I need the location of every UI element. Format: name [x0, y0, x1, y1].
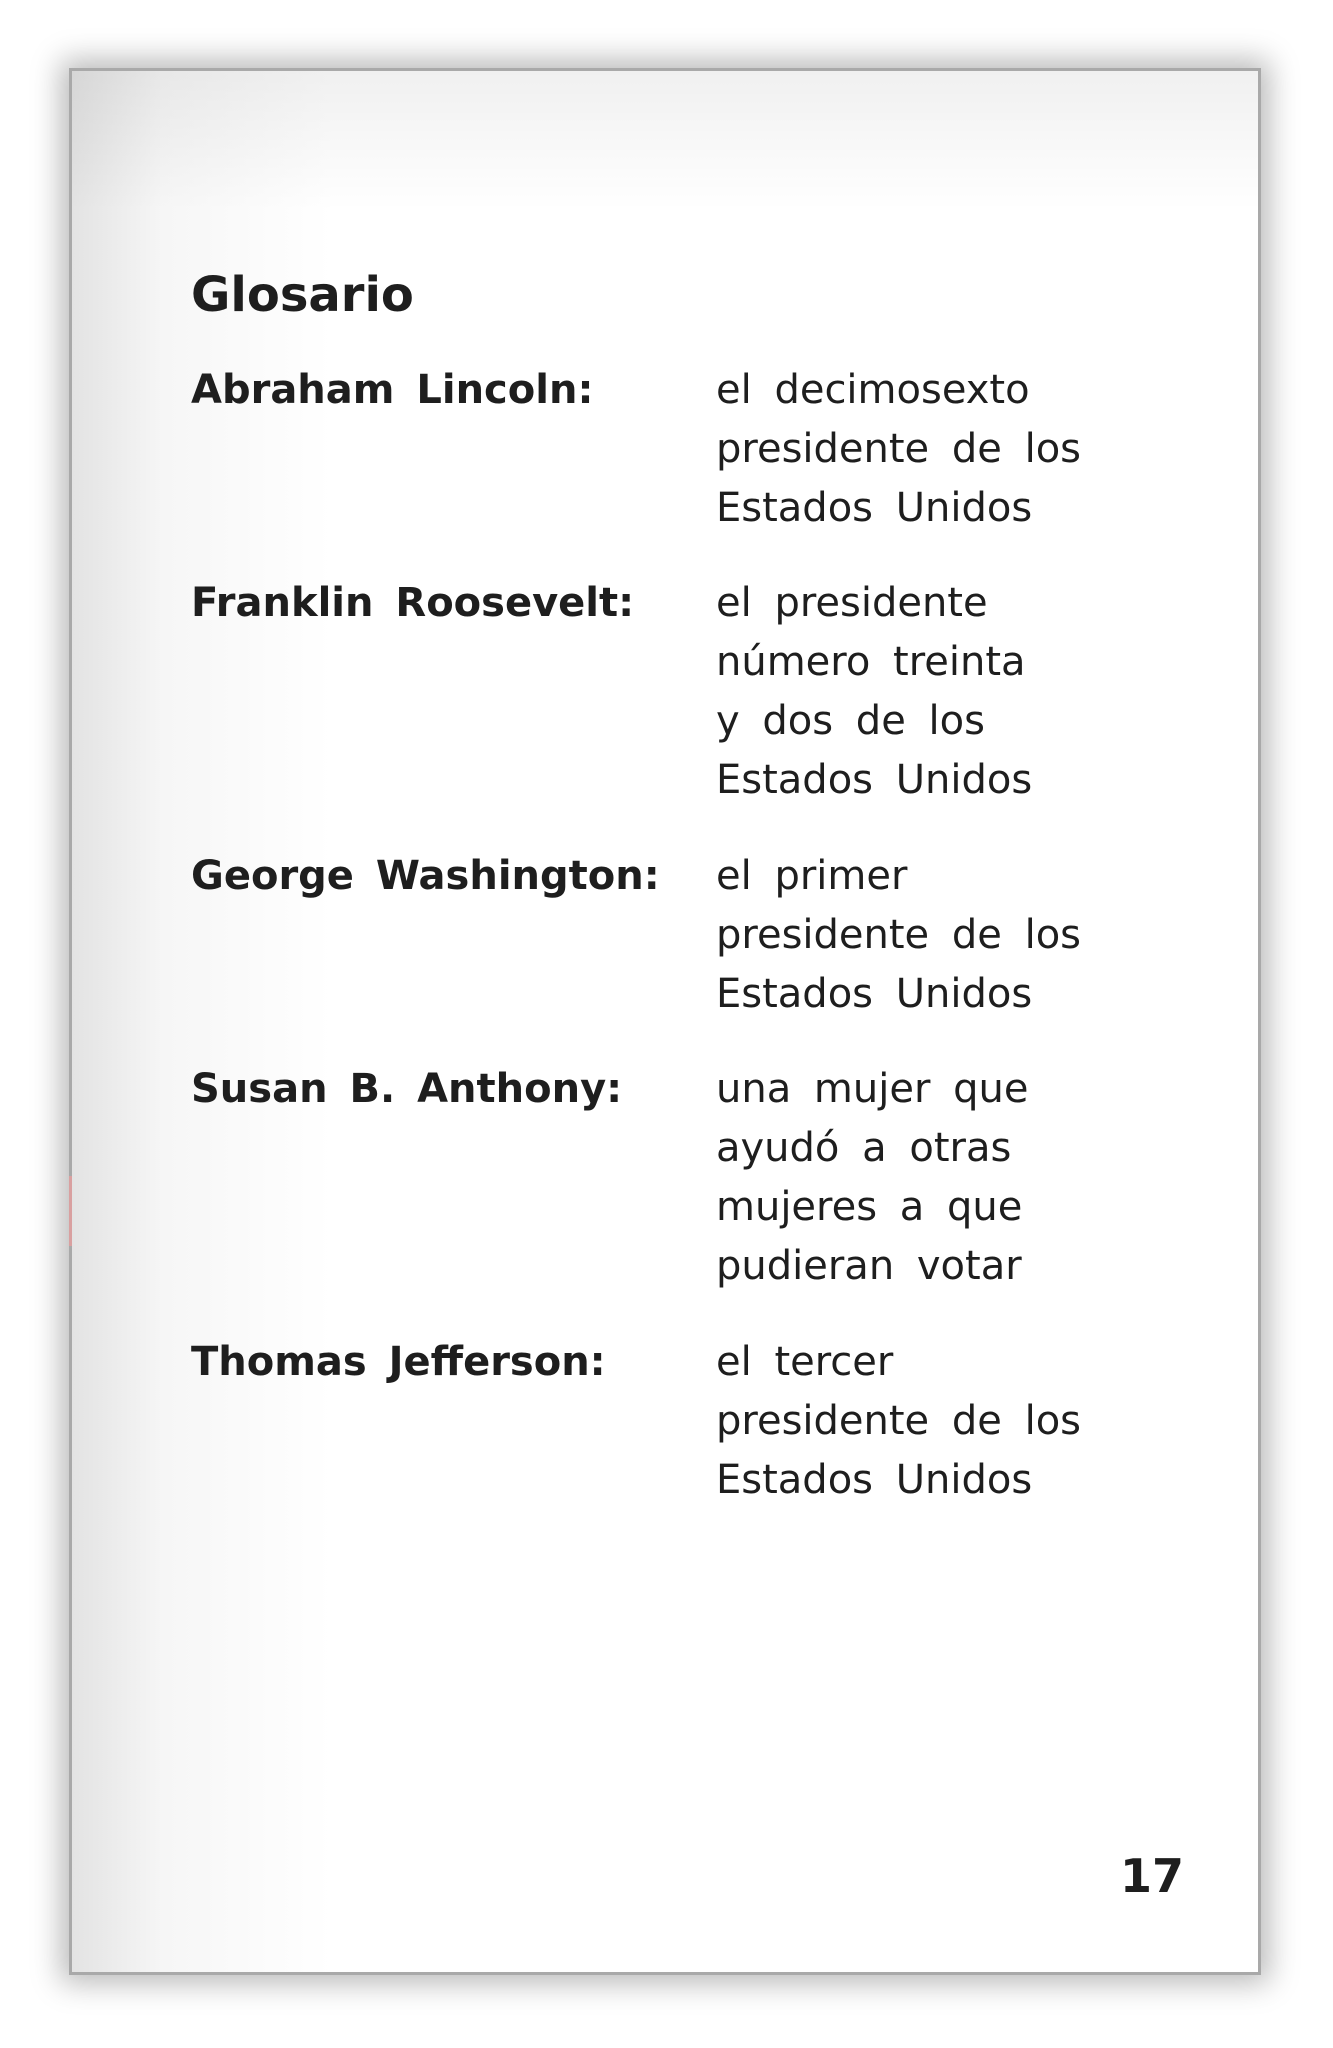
glossary-term: Thomas Jefferson: — [191, 1339, 606, 1385]
glossary-term: Abraham Lincoln: — [191, 367, 594, 413]
spine-mark — [69, 1176, 72, 1246]
glossary-term: George Washington: — [191, 853, 660, 899]
definition-line: presidente de los — [716, 1398, 1082, 1444]
page-number: 17 — [1119, 1849, 1184, 1903]
page-title: Glosario — [191, 267, 414, 323]
definition-line: el tercer — [716, 1339, 894, 1385]
glossary-definition — [716, 1333, 1156, 1510]
definition-line: el presidente — [716, 580, 988, 626]
book-page — [69, 68, 1261, 1975]
definition-line: presidente de los — [716, 912, 1082, 958]
definition-line: Estados Unidos — [716, 971, 1033, 1017]
definition-line: el decimosexto — [716, 367, 1030, 413]
definition-line: Estados Unidos — [716, 485, 1033, 531]
glossary-term: Susan B. Anthony: — [191, 1066, 623, 1112]
definition-line: número treinta — [716, 639, 1026, 685]
definition-line: pudieran votar — [716, 1243, 1022, 1289]
definition-line: el primer — [716, 853, 908, 899]
glossary-term: Franklin Roosevelt: — [191, 580, 635, 626]
glossary-definition — [716, 847, 1156, 1024]
glossary-definition — [716, 361, 1156, 538]
definition-line: Estados Unidos — [716, 1457, 1033, 1503]
definition-line: mujeres a que — [716, 1184, 1023, 1230]
definition-line: y dos de los — [716, 698, 985, 744]
definition-line: Estados Unidos — [716, 757, 1033, 803]
definition-line: ayudó a otras — [716, 1125, 1012, 1171]
glossary-definition — [716, 1060, 1156, 1296]
definition-line: presidente de los — [716, 426, 1082, 472]
glossary-definition — [716, 574, 1156, 810]
page-top-shading — [72, 71, 1258, 211]
definition-line: una mujer que — [716, 1066, 1029, 1112]
